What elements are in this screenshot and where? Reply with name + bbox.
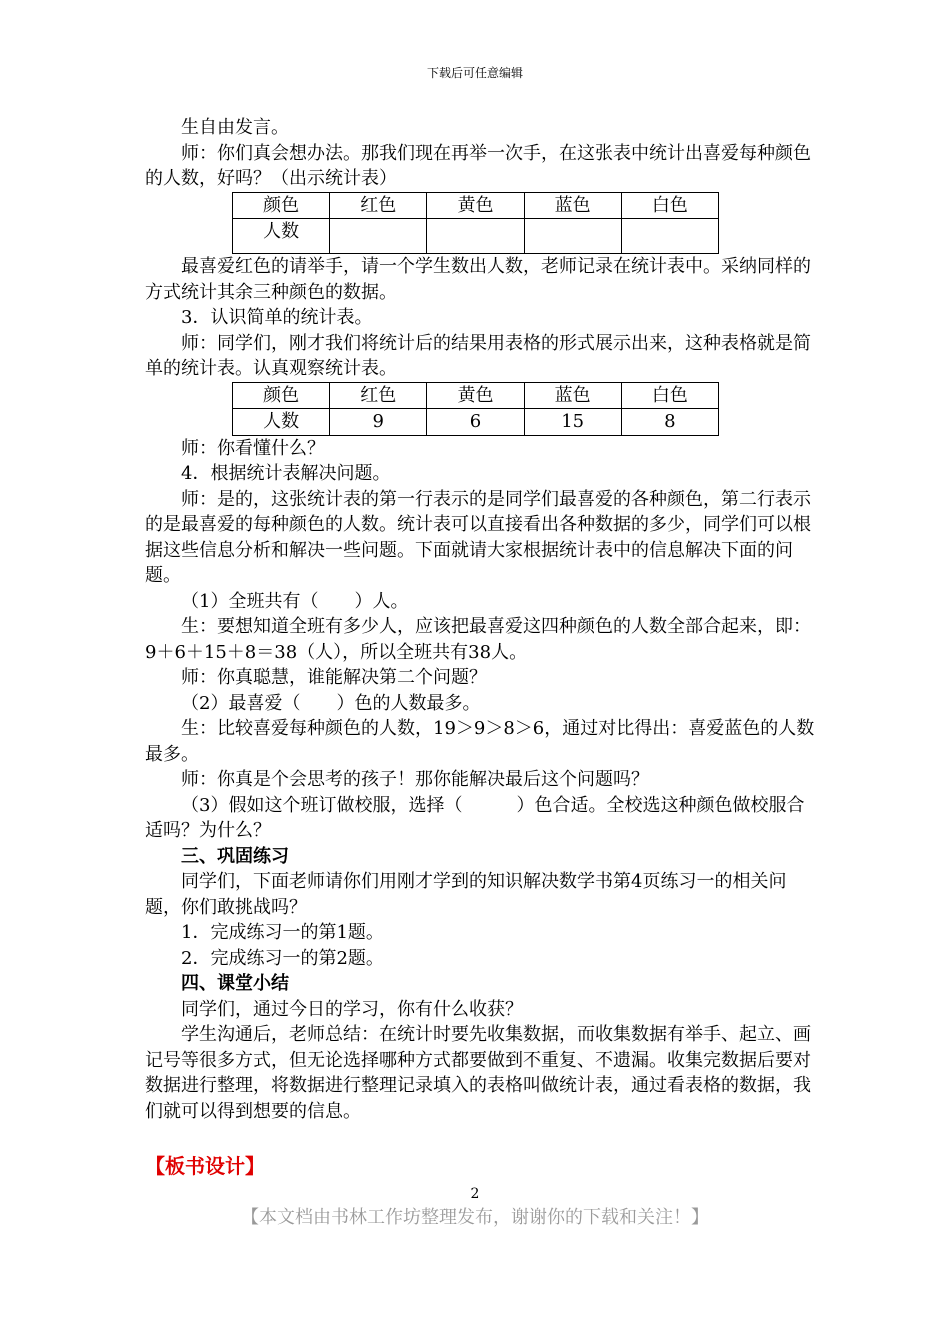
paragraph: 师：同学们，刚才我们将统计后的结果用表格的形式展示出来，这种表格就是简单的统计表。认真观察统计表。 xyxy=(145,332,811,379)
paragraph: 生自由发言。 xyxy=(181,117,289,138)
paragraph: 同学们，下面老师请你们用刚才学到的知识解决数学书第4页练习一的相关问题，你们敢挑战吗？ xyxy=(145,871,787,918)
paragraph: 同学们，通过今日的学习，你有什么收获？ xyxy=(181,998,523,1020)
paragraph: 生：比较喜爱每种颜色的人数，19＞9＞8＞6，通过对比得出：喜爱蓝色的人数最多。 xyxy=(145,718,815,765)
table-cell xyxy=(330,219,427,254)
paragraph: 生：要想知道全班有多少人，应该把最喜爱这四种颜色的人数全部合起来，即：9＋6＋15＋8＝38（人），所以全班共有38人。 xyxy=(145,616,811,663)
paragraph: 师：你真是个会思考的孩子！那你能解决最后这个问题吗？ xyxy=(181,769,649,790)
table-cell: 6 xyxy=(427,409,524,436)
table-cell: 人数 xyxy=(233,409,330,436)
paragraph: 学生沟通后，老师总结：在统计时要先收集数据，而收集数据有举手、起立、画记号等很多方式，但无论选择哪种方式都要做到不重复、不遗漏。收集完数据后要对数据进行整理，将数据进行整理记录填入的表格叫做统计表，通过看表格的数据，我们就可以得到想要的信息。 xyxy=(145,1024,811,1122)
table-row xyxy=(233,219,719,254)
table-cell: 蓝色 xyxy=(524,382,621,409)
table-row xyxy=(233,409,719,436)
section-heading-text: 三、巩固练习 xyxy=(181,845,289,867)
table-cell: 蓝色 xyxy=(524,192,621,219)
section-heading xyxy=(145,844,815,870)
table-cell: 人数 xyxy=(233,219,330,254)
paragraph: 师：你们真会想办法。那我们现在再举一次手，在这张表中统计出喜爱每种颜色的人数，好吗？（出示统计表） xyxy=(145,142,811,189)
table-cell xyxy=(427,219,524,254)
page-header: 下载后可任意编辑 xyxy=(426,66,523,80)
table-cell: 黄色 xyxy=(427,192,524,219)
paragraph: 师：你真聪慧，谁能解决第二个问题？ xyxy=(181,667,487,688)
table-cell xyxy=(621,219,718,254)
table-cell: 红色 xyxy=(330,382,427,409)
paragraph: 2．完成练习一的第2题。 xyxy=(181,947,384,969)
paragraph: （2）最喜爱（ ）色的人数最多。 xyxy=(181,692,481,714)
paragraph: 1．完成练习一的第1题。 xyxy=(181,922,384,943)
page-footer: 【本文档由书林工作坊整理发布，谢谢你的下载和关注！】 xyxy=(241,1207,709,1228)
board-design-heading: 【板书设计】 xyxy=(145,1154,265,1178)
document-body xyxy=(145,115,815,1124)
section-heading xyxy=(145,971,815,997)
color-stat-table xyxy=(232,382,719,436)
table-cell: 15 xyxy=(524,409,621,436)
table-cell xyxy=(524,219,621,254)
paragraph: （1）全班共有（ ）人。 xyxy=(181,590,409,612)
paragraph: 4．根据统计表解决问题。 xyxy=(181,463,391,484)
table-header-row xyxy=(233,382,719,409)
paragraph: 3．认识简单的统计表。 xyxy=(181,307,373,328)
table-cell: 8 xyxy=(621,409,718,436)
table-cell: 白色 xyxy=(621,192,718,219)
table-cell: 红色 xyxy=(330,192,427,219)
paragraph: 师：是的，这张统计表的第一行表示的是同学们最喜爱的各种颜色，第二行表示的是最喜爱的每种颜色的人数。统计表可以直接看出各种数据的多少，同学们可以根据这些信息分析和解决一些问题。下面就请大家根据统计表中的信息解决下面的问题。 xyxy=(145,488,811,586)
table-header-row xyxy=(233,192,719,219)
color-stat-table-empty xyxy=(232,192,719,255)
table-cell: 颜色 xyxy=(233,192,330,219)
page-number: 2 xyxy=(470,1186,480,1202)
section-heading-text: 四、课堂小结 xyxy=(181,973,289,994)
table-cell: 颜色 xyxy=(233,382,330,409)
table-cell: 黄色 xyxy=(427,382,524,409)
table-cell: 白色 xyxy=(621,382,718,409)
table-cell: 9 xyxy=(330,409,427,436)
paragraph: 师：你看懂什么？ xyxy=(181,437,325,459)
paragraph: 最喜爱红色的请举手，请一个学生数出人数，老师记录在统计表中。采纳同样的方式统计其余三种颜色的数据。 xyxy=(145,256,811,303)
paragraph: （3）假如这个班订做校服，选择（ ）色合适。全校选这种颜色做校服合适吗？为什么？ xyxy=(145,794,805,841)
